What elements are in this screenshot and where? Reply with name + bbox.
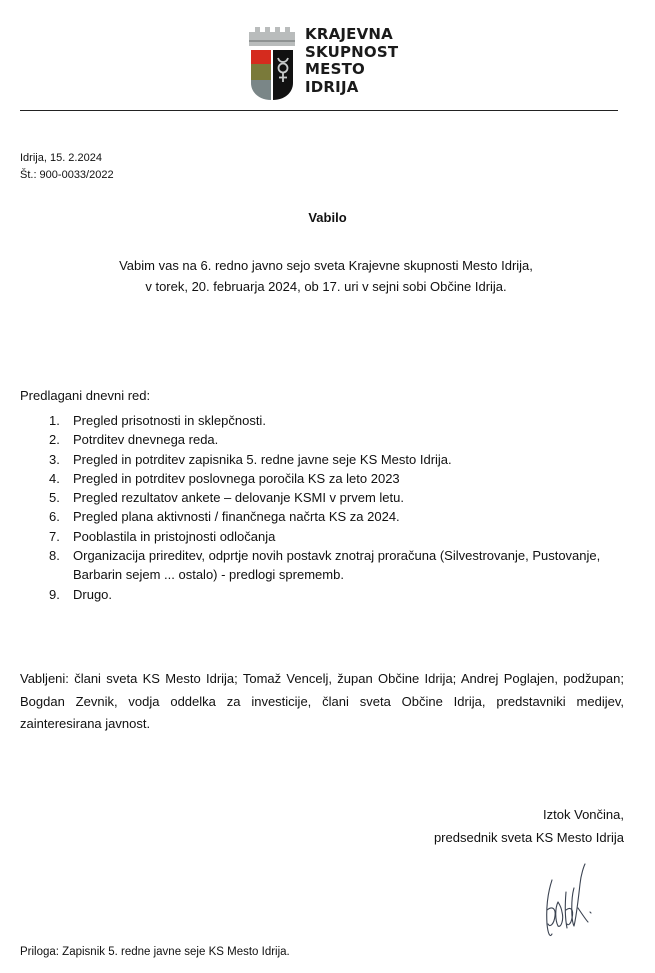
signatory-block: [434, 804, 624, 849]
header-divider: [20, 110, 618, 111]
logo-line: MESTO: [305, 60, 365, 78]
agenda-item-number: 1.: [49, 413, 60, 428]
agenda-item: [20, 450, 630, 469]
signatory-role: predsednik sveta KS Mesto Idrija: [433, 829, 624, 845]
document-meta: [20, 150, 114, 184]
agenda-item-text: Pregled rezultatov ankete – delovanje KSMI v prvem letu.: [73, 490, 404, 506]
agenda-label: Predlagani dnevni red:: [20, 388, 151, 403]
agenda-item: [20, 527, 630, 546]
agenda-item-text: Pregled plana aktivnosti / finančnega načrta KS za 2024.: [73, 509, 400, 525]
agenda-item-text: Potrditev dnevnega reda.: [73, 432, 219, 448]
agenda-list: [20, 411, 630, 604]
invitation-line: Vabim vas na 6. redno javno sejo sveta Krajevne skupnosti Mesto Idrija,: [119, 258, 533, 273]
signatory-name: Iztok Vončina,: [543, 807, 624, 822]
agenda-item-number: 4.: [49, 470, 60, 486]
agenda-item-text: Pooblastila in pristojnosti odločanja: [73, 528, 276, 544]
reference-number: Št.: 900-0033/2022: [20, 169, 114, 181]
agenda-item-text: Drugo.: [73, 586, 113, 602]
agenda-item: [20, 546, 630, 585]
logo-wordmark: [305, 26, 398, 96]
letterhead: [0, 22, 655, 102]
agenda-item-number: 9.: [49, 586, 60, 602]
logo-line: SKUPNOST: [305, 42, 399, 61]
agenda-item-number: 5.: [49, 490, 60, 506]
logo-line: IDRIJA: [305, 77, 359, 96]
logo-line: KRAJEVNA: [305, 25, 393, 43]
place-date: Idrija, 15. 2.2024: [20, 152, 102, 164]
attachment-note: Priloga: Zapisnik 5. redne javne seje KS Mesto Idrija.: [20, 946, 290, 958]
invited-list: Vabljeni: člani sveta KS Mesto Idrija; Tomaž Vencelj, župan Občine Idrija; Andrej Poglajen, podžupan; Bogdan Zevnik, vodja oddelka za investicije, člani sveta Občine Idrija, predstavniki medijev, zainteresirana javnost.: [20, 671, 624, 731]
agenda-item-number: 3.: [49, 451, 60, 467]
agenda-item: [20, 488, 630, 507]
agenda-item-number: 2.: [49, 432, 60, 448]
agenda-item: [20, 430, 630, 449]
agenda-item: [20, 507, 630, 526]
handwritten-signature: [538, 862, 598, 944]
agenda-item: [20, 585, 630, 604]
agenda-item-text: Organizacija prireditev, odprtje novih postavk znotraj proračuna (Silvestrovanje, Pustovanje, Barbarin sejem ... ostalo) - predlogi sprememb.: [73, 548, 601, 583]
invitation-line: v torek, 20. februarja 2024, ob 17. uri v sejni sobi Občine Idrija.: [145, 278, 507, 294]
agenda-item-text: Pregled in potrditev poslovnega poročila KS za leto 2023: [73, 470, 400, 486]
agenda-item-number: 8.: [49, 548, 60, 564]
agenda-item-text: Pregled prisotnosti in sklepčnosti.: [73, 413, 266, 428]
invitation-text: [20, 256, 632, 297]
agenda-item-text: Pregled in potrditev zapisnika 5. redne javne seje KS Mesto Idrija.: [73, 451, 452, 467]
agenda-item-number: 6.: [49, 509, 60, 525]
agenda-item-number: 7.: [49, 528, 60, 544]
agenda-item: [20, 469, 630, 488]
document-title: Vabilo: [308, 210, 347, 225]
agenda-item: [20, 411, 630, 430]
coat-of-arms-icon: [247, 26, 297, 100]
